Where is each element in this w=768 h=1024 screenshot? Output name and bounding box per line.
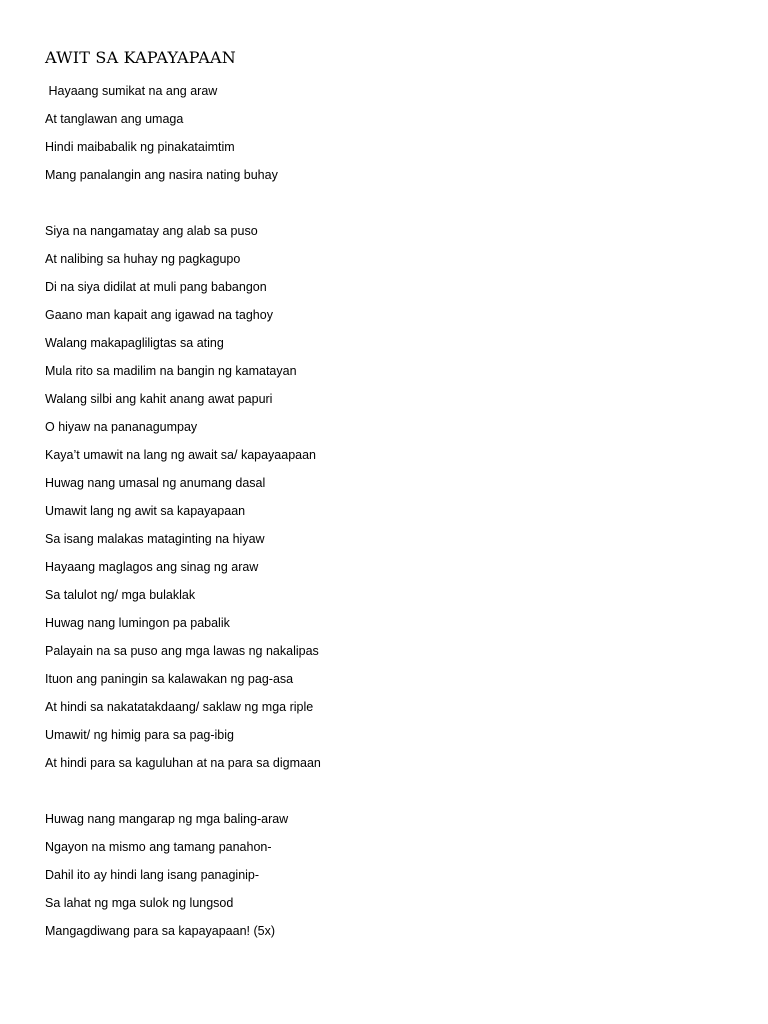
lyric-line: Sa talulot ng/ mga bulaklak [45, 588, 196, 602]
lyric-line: Kaya’t umawit na lang ng await sa/ kapayaapaan [45, 448, 317, 462]
lyric-line: Umawit lang ng awit sa kapayapaan [45, 504, 246, 518]
lyric-line: Huwag nang mangarap ng mga baling-araw [45, 812, 289, 826]
lyric-line: O hiyaw na pananagumpay [45, 420, 198, 434]
lyric-line: Ituon ang paningin sa kalawakan ng pag-asa [45, 672, 294, 686]
lyric-line: Walang makapagliligtas sa ating [45, 336, 224, 350]
lyric-line: Siya na nangamatay ang alab sa puso [45, 224, 258, 238]
lyric-line: Sa lahat ng mga sulok ng lungsod [45, 896, 234, 910]
lyric-line: Dahil ito ay hindi lang isang panaginip- [45, 868, 260, 882]
lyric-line: At nalibing sa huhay ng pagkagupo [45, 252, 241, 266]
lyric-line: Ngayon na mismo ang tamang panahon- [45, 840, 272, 854]
lyric-line: Mang panalangin ang nasira nating buhay [45, 168, 278, 182]
lyric-line: Mula rito sa madilim na bangin ng kamatayan [45, 364, 297, 378]
document-title: AWIT SA KAPAYAPAAN [45, 48, 236, 67]
lyric-line: Sa isang malakas mataginting na hiyaw [45, 532, 265, 546]
lyric-line: At hindi para sa kaguluhan at na para sa digmaan [45, 756, 321, 770]
lyric-line: At tanglawan ang umaga [45, 112, 184, 126]
lyric-line: At hindi sa nakatatakdaang/ saklaw ng mga riple [45, 700, 314, 714]
lyric-line: Hindi maibabalik ng pinakataimtim [45, 140, 235, 154]
document-page [45, 47, 735, 945]
lyric-line: Huwag nang umasal ng anumang dasal [45, 476, 266, 490]
lyric-line: Huwag nang lumingon pa pabalik [45, 616, 230, 630]
stanza-1 [45, 77, 735, 189]
lyric-line: Umawit/ ng himig para sa pag-ibig [45, 728, 234, 742]
lyric-line: Di na siya didilat at muli pang babangon [45, 280, 267, 294]
stanza-gap [45, 777, 735, 805]
stanza-2 [45, 217, 735, 777]
stanza-gap [45, 189, 735, 217]
lyric-line: Mangagdiwang para sa kapayapaan! (5x) [45, 924, 276, 938]
lyric-line: Palayain na sa puso ang mga lawas ng nakalipas [45, 644, 319, 658]
lyric-line: Walang silbi ang kahit anang awat papuri [45, 392, 273, 406]
lyric-line: Hayaang sumikat na ang araw [45, 84, 218, 98]
lyric-line: Gaano man kapait ang igawad na taghoy [45, 308, 273, 322]
lyric-line: Hayaang maglagos ang sinag ng araw [45, 560, 259, 574]
stanza-3 [45, 805, 735, 945]
